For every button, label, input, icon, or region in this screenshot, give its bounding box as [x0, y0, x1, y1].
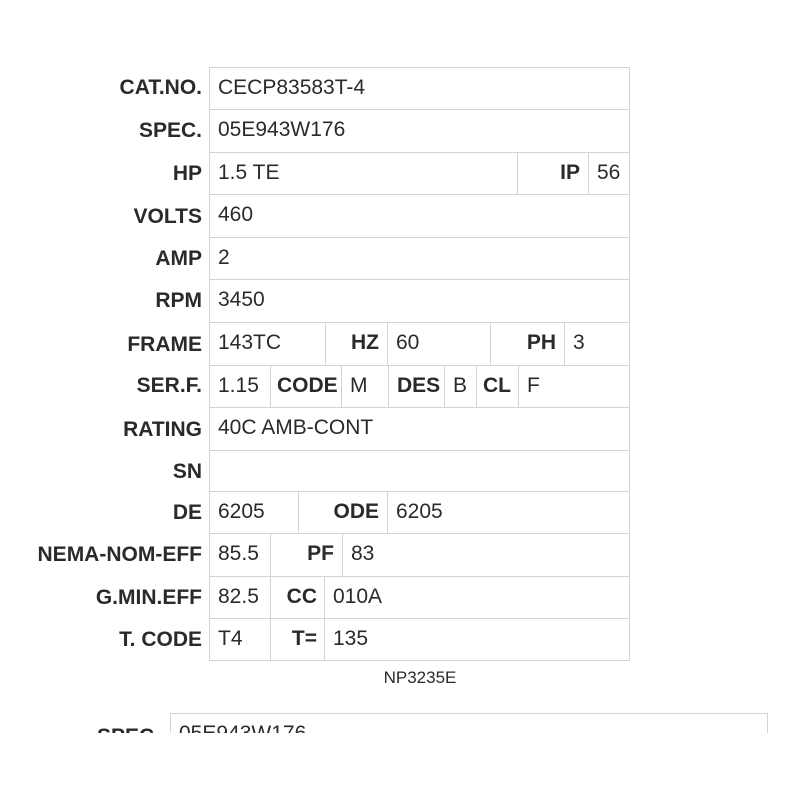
amp-label: AMP [155, 247, 202, 270]
ph-label: PH [526, 331, 556, 354]
t-equals-cell [270, 618, 325, 661]
des-value: B [444, 365, 477, 408]
ip-label: IP [560, 161, 580, 184]
serf-value: 1.15 [209, 365, 271, 408]
frame-label: FRAME [127, 333, 202, 356]
cat-no-value: CECP83583T-4 [209, 67, 630, 110]
cc-value: 010A [324, 576, 630, 619]
sn-label: SN [172, 460, 202, 483]
rpm-label: RPM [155, 289, 202, 312]
nema-nom-eff-label: NEMA-NOM-EFF [37, 543, 202, 566]
pf-label: PF [307, 542, 334, 565]
ph-cell [490, 322, 565, 366]
cat-no-label: CAT.NO. [119, 76, 202, 99]
sn-value [209, 450, 630, 492]
hz-cell [325, 322, 388, 366]
ph-value: 3 [564, 322, 630, 366]
code-value: M [341, 365, 389, 408]
ode-label: ODE [333, 500, 379, 523]
cl-label: CL [476, 365, 519, 408]
pf-cell [270, 533, 343, 577]
ode-value: 6205 [387, 491, 630, 534]
cc-label: CC [286, 585, 317, 608]
pf-value: 83 [342, 533, 630, 577]
ip-value: 56 [588, 152, 630, 195]
rating-value: 40C AMB-CONT [209, 407, 630, 451]
spec-value: 05E943W176 [209, 109, 630, 153]
de-label: DE [172, 501, 202, 524]
des-label: DES [388, 365, 445, 408]
ode-cell [298, 491, 388, 534]
volts-value: 460 [209, 194, 630, 238]
de-value: 6205 [209, 491, 299, 534]
spec-label: SPEC. [138, 119, 202, 142]
t-code-value: T4 [209, 618, 271, 661]
nema-nom-eff-value: 85.5 [209, 533, 271, 577]
t-equals-value: 135 [324, 618, 630, 661]
rating-label: RATING [123, 418, 202, 441]
hz-value: 60 [387, 322, 491, 366]
cc-cell [270, 576, 325, 619]
image-cutoff [0, 733, 800, 800]
g-min-eff-label: G.MIN.EFF [95, 586, 202, 609]
amp-value: 2 [209, 237, 630, 280]
hz-label: HZ [351, 331, 379, 354]
t-code-label: T. CODE [119, 628, 202, 651]
hp-label: HP [172, 162, 202, 185]
hp-value: 1.5 TE [209, 152, 518, 195]
volts-label: VOLTS [133, 205, 202, 228]
code-label: CODE [270, 365, 342, 408]
serf-label: SER.F. [136, 374, 202, 397]
t-equals-label: T= [291, 627, 317, 650]
rpm-value: 3450 [209, 279, 630, 323]
ip-cell [517, 152, 589, 195]
cl-value: F [518, 365, 630, 408]
g-min-eff-value: 82.5 [209, 576, 271, 619]
plate-id: NP3235E [383, 668, 457, 687]
frame-value: 143TC [209, 322, 326, 366]
